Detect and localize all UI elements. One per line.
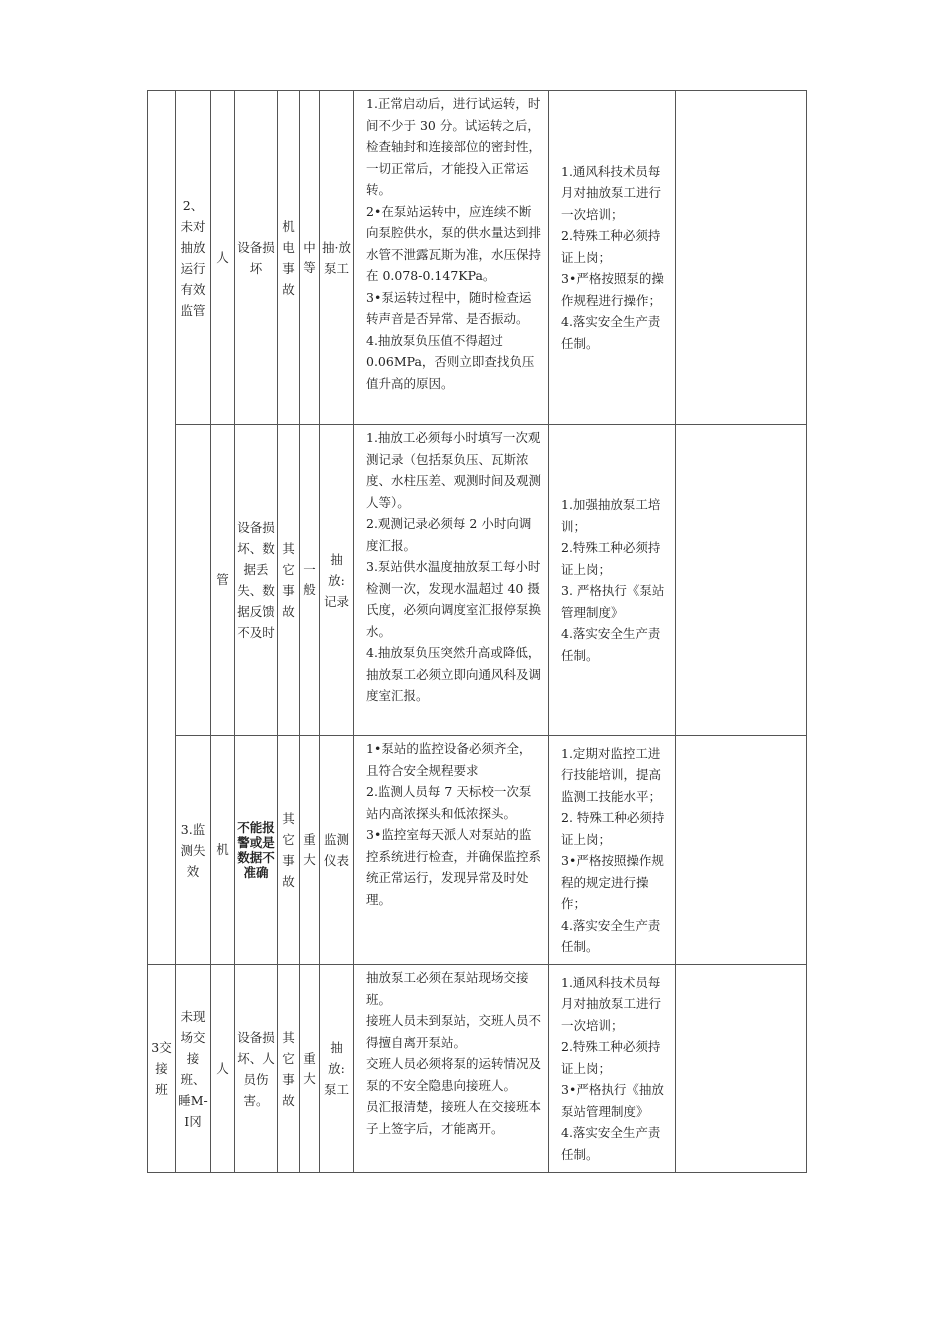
risk-level-cell: 中等 bbox=[300, 91, 320, 425]
management-measure: 1.通风科技术员每月对抽放泵工进行一次培训； bbox=[561, 974, 662, 1033]
management-measure: 4.落实安全生产责任制。 bbox=[561, 626, 661, 663]
control-measure: 2.监测人员每 7 天标校一次泵站内高浓探头和低浓探头。 bbox=[366, 784, 532, 821]
control-measure: 交班人员必须将泵的运转情况及泵的不安全隐患向接班人。 bbox=[366, 1056, 542, 1093]
management-measure: 2. 特殊工种必须持证上岗； bbox=[561, 810, 665, 847]
table-row bbox=[148, 425, 807, 736]
post-cell: 抽放:记录 bbox=[320, 425, 354, 736]
consequence-cell: 设备损坏 bbox=[235, 91, 278, 425]
hazard-item-cell: 未现场交接班、睡M-I冈 bbox=[176, 965, 211, 1173]
consequence-cell: 设备损坏、人员伤害。 bbox=[235, 965, 278, 1173]
accident-type-cell: 其它事故 bbox=[278, 965, 300, 1173]
management-measures-cell bbox=[549, 736, 676, 965]
management-measure: 2.特殊工种必须持证上岗； bbox=[561, 540, 661, 577]
control-measure: 3•监控室每天派人对泵站的监控系统进行检查，并确保监控系统正常运行，发现异常及时处理。 bbox=[366, 827, 542, 907]
risk-level-cell: 重大 bbox=[300, 965, 320, 1173]
control-measure: 2.观测记录必须每 2 小时向调度汇报。 bbox=[366, 516, 532, 553]
post-cell: 监测仪表 bbox=[320, 736, 354, 965]
management-measure: 3. 严格执行《泵站管理制度》 bbox=[561, 583, 665, 620]
factor-cell: 人 bbox=[211, 965, 235, 1173]
consequence-cell: 不能报警或是数据不准确 bbox=[235, 736, 278, 965]
risk-level-cell: 重大 bbox=[300, 736, 320, 965]
control-measure: 4.抽放泵负压突然升高或降低，抽放泵工必须立即向通风科及调度室汇报。 bbox=[366, 645, 542, 703]
management-measure: 3•严格执行《抽放泵站管理制度》 bbox=[561, 1082, 664, 1119]
factor-cell: 人 bbox=[211, 91, 235, 425]
accident-type-cell: 其它事故 bbox=[278, 736, 300, 965]
control-measures-cell bbox=[354, 425, 549, 736]
management-measures-cell bbox=[549, 965, 676, 1173]
hazard-item-cell: 2、未对抽放运行有效监管 bbox=[176, 91, 211, 425]
seq-cell: 3交接班 bbox=[148, 965, 176, 1173]
hazard-item-cell bbox=[176, 425, 211, 736]
control-measures-cell bbox=[354, 91, 549, 425]
empty-cell bbox=[676, 736, 807, 965]
control-measure: 1.抽放工必须每小时填写一次观测记录（包括泵负压、瓦斯浓度、水柱压差、观测时间及观测人等）。 bbox=[366, 430, 542, 510]
control-measure: 2•在泵站运转中，应连续不断向泵腔供水，泵的供水量达到排水管不泄露瓦斯为准，水压保持在 0.078-0.147KPa。 bbox=[366, 203, 542, 283]
management-measure: 1.通风科技术员每月对抽放泵工进行一次培训； bbox=[561, 163, 662, 222]
risk-assessment-table bbox=[147, 90, 807, 1173]
control-measure: 抽放泵工必须在泵站现场交接班。 bbox=[366, 970, 529, 1007]
management-measure: 1.加强抽放泵工培训； bbox=[561, 497, 661, 534]
empty-cell bbox=[676, 91, 807, 425]
control-measure: 4.抽放泵负压值不得超过 0.06MPa，否则立即查找负压值升高的原因。 bbox=[366, 332, 535, 391]
post-cell: 抽放:泵工 bbox=[320, 965, 354, 1173]
seq-cell bbox=[148, 91, 176, 965]
control-measure: 3.泵站供水温度抽放泵工每小时检测一次，发现水温超过 40 摄氏度，必须向调度室汇报停泵换水。 bbox=[366, 559, 542, 639]
management-measures-cell bbox=[549, 91, 676, 425]
table-row bbox=[148, 736, 807, 965]
management-measure: 4.落实安全生产责任制。 bbox=[561, 314, 661, 351]
control-measure: 接班人员未到泵站，交班人员不得擅自离开泵站。 bbox=[366, 1013, 542, 1050]
management-measure: 1.定期对监控工进行技能培训，提高监测工技能水平； bbox=[561, 745, 662, 804]
control-measure: 1•泵站的监控设备必须齐全，且符合安全规程要求 bbox=[366, 741, 532, 778]
post-cell: 抽·放泵工 bbox=[320, 91, 354, 425]
factor-cell: 管 bbox=[211, 425, 235, 736]
control-measure: 3•泵运转过程中，随时检查运转声音是否异常、是否振动。 bbox=[366, 289, 532, 326]
control-measures-cell bbox=[354, 965, 549, 1173]
factor-cell: 机 bbox=[211, 736, 235, 965]
consequence-cell: 设备损坏、数据丢失、数据反馈不及时 bbox=[235, 425, 278, 736]
management-measure: 4.落实安全生产责任制。 bbox=[561, 917, 661, 954]
accident-type-cell: 机电事故 bbox=[278, 91, 300, 425]
empty-cell bbox=[676, 965, 807, 1173]
table-row bbox=[148, 91, 807, 425]
management-measure: 2.特殊工种必须持证上岗； bbox=[561, 228, 661, 265]
management-measure: 3•严格按照泵的操作规程进行操作； bbox=[561, 271, 664, 308]
management-measure: 2.特殊工种必须持证上岗； bbox=[561, 1039, 661, 1076]
accident-type-cell: 其它事故 bbox=[278, 425, 300, 736]
management-measure: 3•严格按照操作规程的规定进行操作； bbox=[561, 853, 664, 911]
empty-cell bbox=[676, 425, 807, 736]
control-measure: 员汇报清楚，接班人在交接班本子上签字后，才能离开。 bbox=[366, 1099, 542, 1136]
control-measure: 1.正常启动后，进行试运转，时间不少于 30 分。试运转之后，检查轴封和连接部位的密封性，一切正常后，才能投入正常运转。 bbox=[366, 96, 542, 197]
control-measures-cell bbox=[354, 736, 549, 965]
risk-level-cell: 一般 bbox=[300, 425, 320, 736]
management-measures-cell bbox=[549, 425, 676, 736]
management-measure: 4.落实安全生产责任制。 bbox=[561, 1125, 661, 1162]
hazard-item-cell: 3.监测失效 bbox=[176, 736, 211, 965]
table-row bbox=[148, 965, 807, 1173]
